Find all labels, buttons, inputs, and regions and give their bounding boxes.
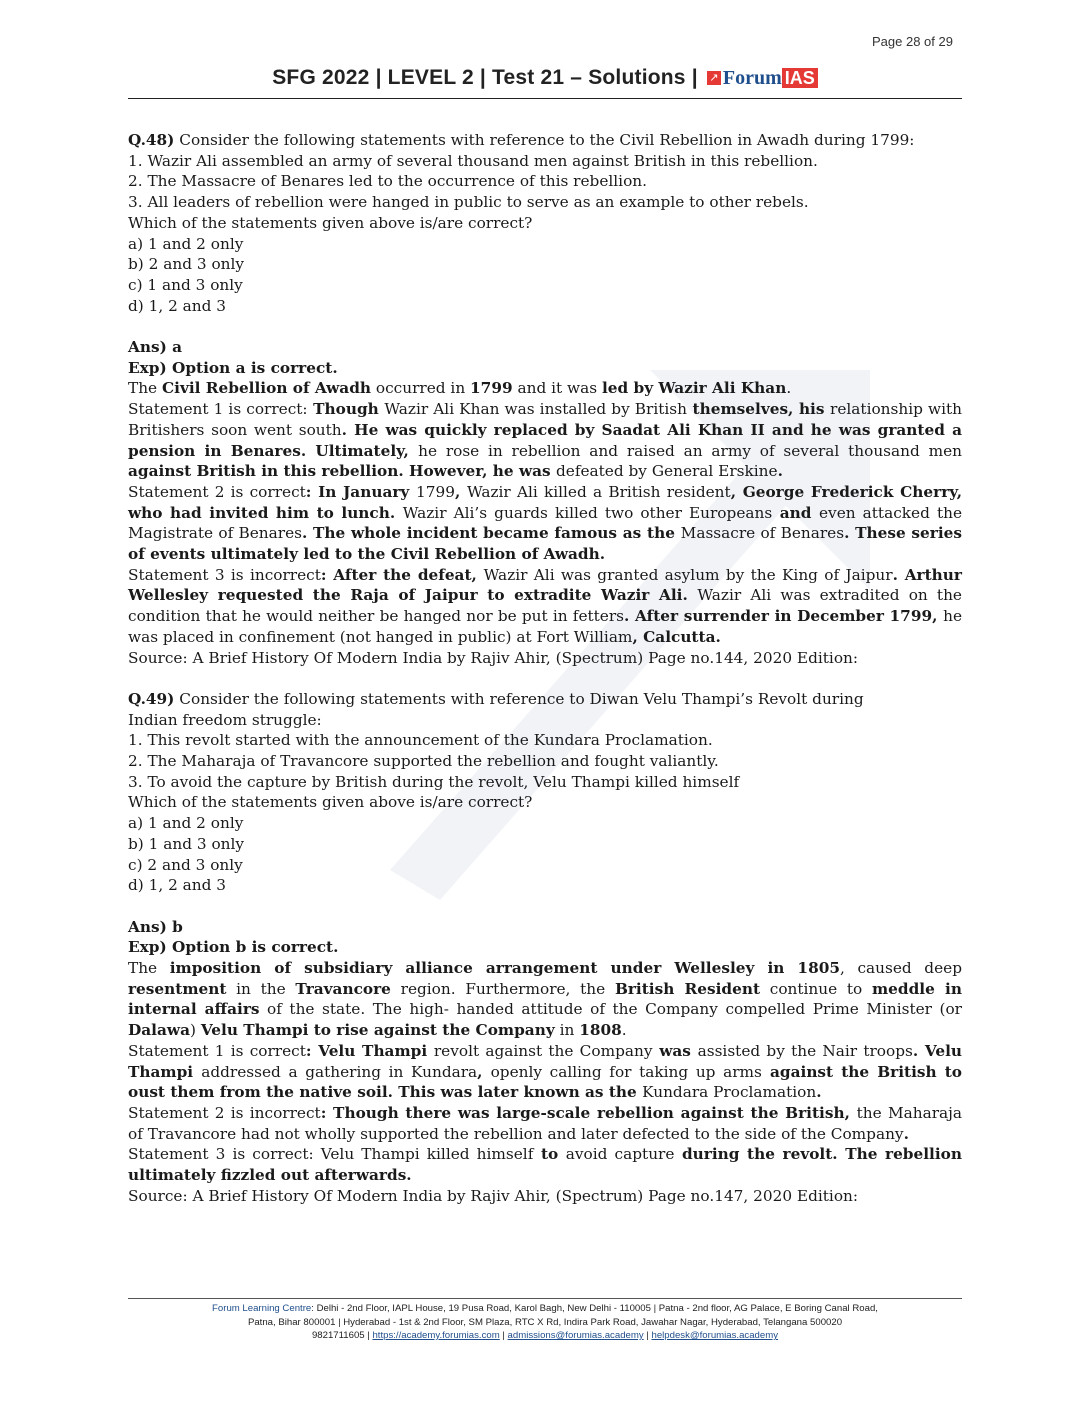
- question-48-stem: Q.48) Consider the following statements with reference to the Civil Rebellion in Awadh during 1799:: [128, 131, 915, 149]
- q49-para-1: The imposition of subsidiary alliance arrangement under Wellesley in 1805, caused deep resentment in the Travancore region. Furthermore, the British Resident continue to meddle in internal affairs of the state. The high- handed attitude of the Company compelled Prime Minister (or Dalawa) Velu Thampi to rise against the Company in 1808.: [128, 959, 962, 1040]
- q48-option-a: a) 1 and 2 only: [128, 234, 244, 253]
- q48-source: Source: A Brief History Of Modern India by Rajiv Ahir, (Spectrum) Page no.144, 2020 Edition:: [128, 648, 859, 667]
- q48-option-b: b) 2 and 3 only: [128, 255, 245, 274]
- q49-ask: Which of the statements given above is/are correct?: [128, 793, 533, 812]
- q49-statement-3: 3. To avoid the capture by British during the revolt, Velu Thampi killed himself: [128, 772, 740, 791]
- q49-statement-3-explanation: Statement 3 is correct: Velu Thampi killed himself to avoid capture during the revolt. The rebellion ultimately fizzled out afterwards.: [128, 1145, 962, 1185]
- page-footer: [128, 1298, 962, 1343]
- q48-statement-2-explanation: Statement 2 is correct: In January 1799, Wazir Ali killed a British resident, George Frederick Cherry, who had invited him to lunch. Wazir Ali’s guards killed two other Europeans and even attacked the Magistrate of Benares. The whole incident became famous as the Massacre of Benares. These series of events ultimately led to the Civil Rebellion of Awadh.: [128, 482, 963, 564]
- footer-contact-line: 9821711605 | https://academy.forumias.com | admissions@forumias.academy | helpdesk@forumias.academy: [311, 1330, 779, 1341]
- footer-academy-link[interactable]: https://academy.forumias.com: [372, 1330, 500, 1341]
- logo-forum-text: Forum: [722, 66, 782, 89]
- footer-phone: 9821711605: [311, 1330, 365, 1341]
- q48-explanation-heading: Exp) Option a is correct.: [128, 358, 338, 377]
- logo-arrow-icon: ↗: [707, 71, 721, 85]
- q48-answer: Ans) a: [128, 338, 183, 357]
- q48-statement-1-explanation: Statement 1 is correct: Though Wazir Ali Khan was installed by British themselves, his relationship with Britishers soon went south. He was quickly replaced by Saadat Ali Khan II and he was granted a pension in Benares. Ultimately, he rose in rebellion and raised an army of several thousand men against British in this rebellion. However, he was defeated by General Erskine.: [128, 400, 962, 481]
- q49-answer: Ans) b: [128, 917, 183, 936]
- question-49-stem: Q.49) Consider the following statements with reference to Diwan Velu Thampi’s Revolt during: [128, 689, 864, 708]
- page-number: Page 28 of 29: [872, 34, 953, 49]
- question-49-stem-cont: Indian freedom struggle:: [128, 710, 322, 729]
- q48-ask: Which of the statements given above is/are correct?: [128, 213, 533, 232]
- q49-source: Source: A Brief History Of Modern India by Rajiv Ahir, (Spectrum) Page no.147, 2020 Edition:: [128, 1186, 859, 1205]
- q49-option-b: b) 1 and 3 only: [128, 834, 245, 853]
- q49-statement-1-explanation: Statement 1 is correct: Velu Thampi revolt against the Company was assisted by the Nair troops. Velu Thampi addressed a gathering in Kundara, openly calling for taking up arms against the British to oust them from the native soil. This was later known as the Kundara Proclamation.: [128, 1041, 963, 1102]
- page-header: [128, 66, 962, 99]
- q49-option-c: c) 2 and 3 only: [128, 855, 243, 874]
- q48-statement-3: 3. All leaders of rebellion were hanged in public to serve as an example to other rebels.: [128, 193, 809, 212]
- q48-statement-1: 1. Wazir Ali assembled an army of several thousand men against British in this rebellion.: [128, 151, 818, 170]
- q48-option-c: c) 1 and 3 only: [128, 275, 243, 294]
- footer-admissions-email[interactable]: admissions@forumias.academy: [507, 1330, 644, 1341]
- footer-address-line-2: Patna, Bihar 800001 | Hyderabad - 1st & 2nd Floor, SM Plaza, RTC X Rd, Indira Park Road, Jawahar Nagar, Hyderabad, Telangana 500020: [247, 1316, 843, 1328]
- page-content: [128, 130, 962, 1207]
- q48-statement-3-explanation: Statement 3 is incorrect: After the defeat, Wazir Ali was granted asylum by the King of Jaipur. Arthur Wellesley requested the Raja of Jaipur to extradite Wazir Ali. Wazir Ali was extradited on the condition that he would neither be hanged nor be put in fetters. After surrender in December 1799, he was placed in confinement (not hanged in public) at Fort William, Calcutta.: [128, 565, 962, 646]
- q49-statement-2: 2. The Maharaja of Travancore supported the rebellion and fought valiantly.: [128, 752, 719, 771]
- q49-statement-2-explanation: Statement 2 is incorrect: Though there was large-scale rebellion against the British, the Maharaja of Travancore had not wholly supported the rebellion and later defected to the side of the Company.: [128, 1104, 962, 1143]
- header-title: SFG 2022 | LEVEL 2 | Test 21 – Solutions |: [272, 66, 698, 89]
- footer-centre-label: Forum Learning Centre: [212, 1303, 312, 1314]
- logo-ias-text: IAS: [782, 68, 818, 88]
- q49-option-a: a) 1 and 2 only: [128, 814, 244, 833]
- q48-option-d: d) 1, 2 and 3: [128, 296, 227, 315]
- q49-option-d: d) 1, 2 and 3: [128, 876, 227, 895]
- q49-statement-1: 1. This revolt started with the announcement of the Kundara Proclamation.: [128, 731, 713, 750]
- q48-para-1: The Civil Rebellion of Awadh occurred in 1799 and it was led by Wazir Ali Khan.: [128, 379, 792, 398]
- q49-explanation-heading: Exp) Option b is correct.: [128, 938, 339, 957]
- footer-helpdesk-email[interactable]: helpdesk@forumias.academy: [651, 1330, 779, 1341]
- forumias-logo: [707, 67, 818, 90]
- q48-statement-2: 2. The Massacre of Benares led to the occurrence of this rebellion.: [128, 172, 647, 191]
- footer-address-line-1: Forum Learning Centre: Delhi - 2nd Floor, IAPL House, 19 Pusa Road, Karol Bagh, New Delhi - 110005 | Patna - 2nd floor, AG Palace, E Boring Canal Road,: [212, 1303, 878, 1314]
